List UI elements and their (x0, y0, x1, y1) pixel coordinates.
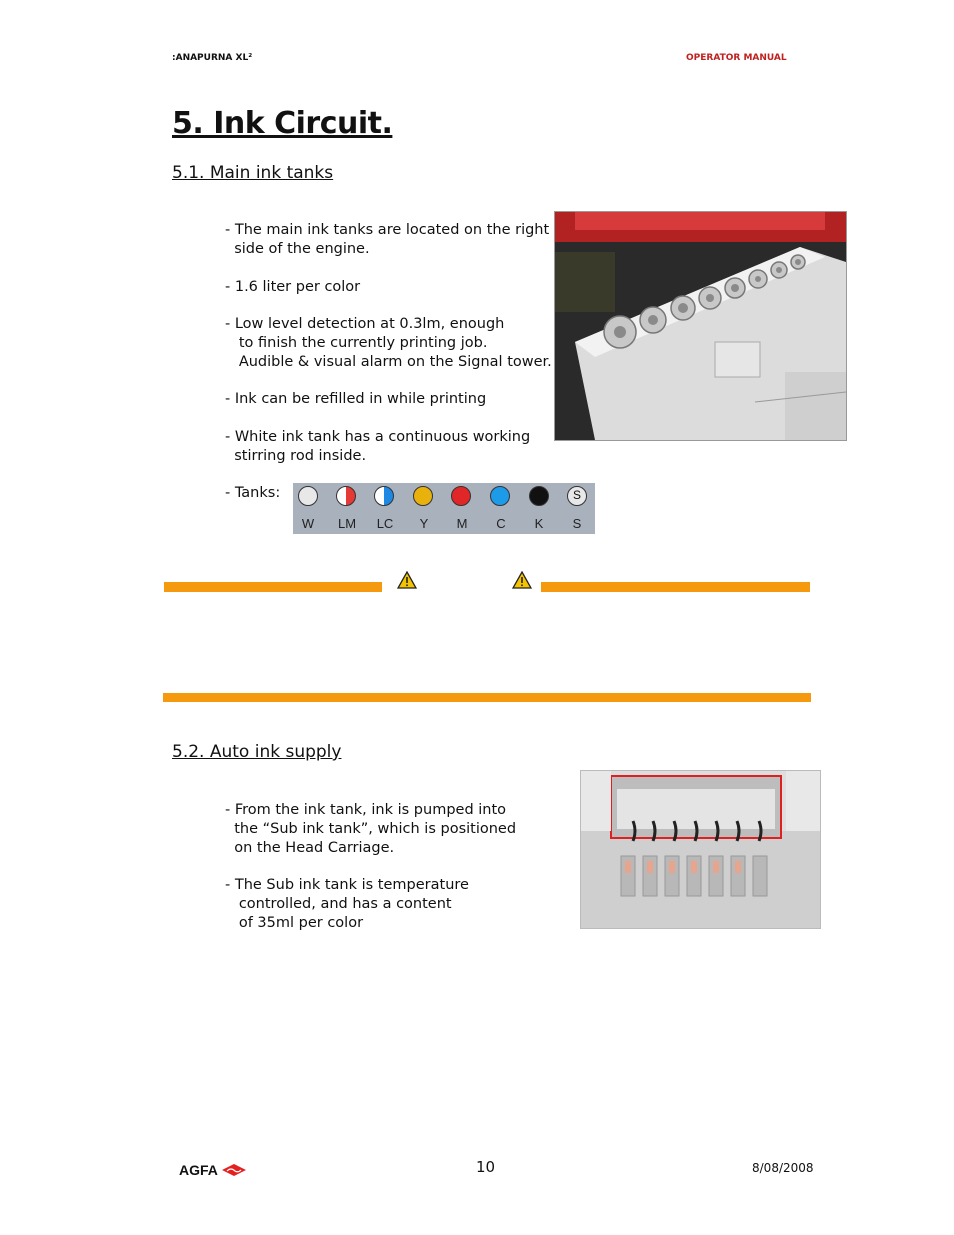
agfa-logo-text: AGFA (179, 1162, 218, 1178)
tank-label: Y (419, 516, 429, 531)
tank-magenta-icon (451, 486, 471, 506)
warning-icon (397, 571, 417, 593)
header-manual-label: OPERATOR MANUAL (686, 53, 787, 63)
tank-label: LM (337, 516, 357, 531)
bullet-low-level: - Low level detection at 0.3lm, enough to finish the currently printing job. Audible & visual alarm on the Signal tower. (225, 316, 552, 370)
tank-s-icon: S (567, 486, 587, 506)
warning-icon (512, 571, 532, 593)
section-heading-main-ink-tanks: 5.1. Main ink tanks (172, 163, 334, 183)
bullet-sub-ink-tank: - From the ink tank, ink is pumped into the “Sub ink tank”, which is positioned on the Head Carriage. (225, 802, 517, 856)
tank-label: LC (376, 516, 394, 531)
page-number: 10 (476, 1158, 496, 1176)
tank-cyan-icon (490, 486, 510, 506)
footer-date: 8/08/2008 (752, 1161, 814, 1175)
tank-label: K (534, 516, 544, 531)
agfa-logo (179, 1162, 247, 1178)
tank-black-icon (529, 486, 549, 506)
head-carriage-photo (580, 770, 821, 929)
agfa-rhombus-icon (221, 1163, 247, 1177)
warning-bar-bottom (163, 693, 811, 702)
bullet-volume: - 1.6 liter per color (225, 279, 361, 295)
warning-bar-left (164, 582, 382, 592)
header-product-name: :ANAPURNA XL² (172, 53, 253, 63)
bullet-temperature: - The Sub ink tank is temperature controlled, and has a content of 35ml per color (225, 877, 469, 931)
bullet-tanks-label: - Tanks: (225, 485, 281, 501)
bullet-location: - The main ink tanks are located on the right side of the engine. (225, 222, 550, 257)
warning-bar-right (541, 582, 810, 592)
tank-light-magenta-icon (336, 486, 356, 506)
tank-color-strip (293, 483, 595, 534)
ink-tanks-photo (554, 211, 847, 441)
tank-yellow-icon (413, 486, 433, 506)
bullet-refill: - Ink can be refilled in while printing (225, 391, 487, 407)
tank-light-cyan-icon (374, 486, 394, 506)
tank-label: S (572, 516, 582, 531)
tank-label: M (456, 516, 468, 531)
bullet-white-stir: - White ink tank has a continuous working stirring rod inside. (225, 429, 531, 464)
tank-white-icon (298, 486, 318, 506)
tank-label: C (496, 516, 506, 531)
tank-label: W (301, 516, 315, 531)
section-heading-auto-ink-supply: 5.2. Auto ink supply (172, 742, 342, 762)
page-title: 5. Ink Circuit. (172, 106, 393, 141)
